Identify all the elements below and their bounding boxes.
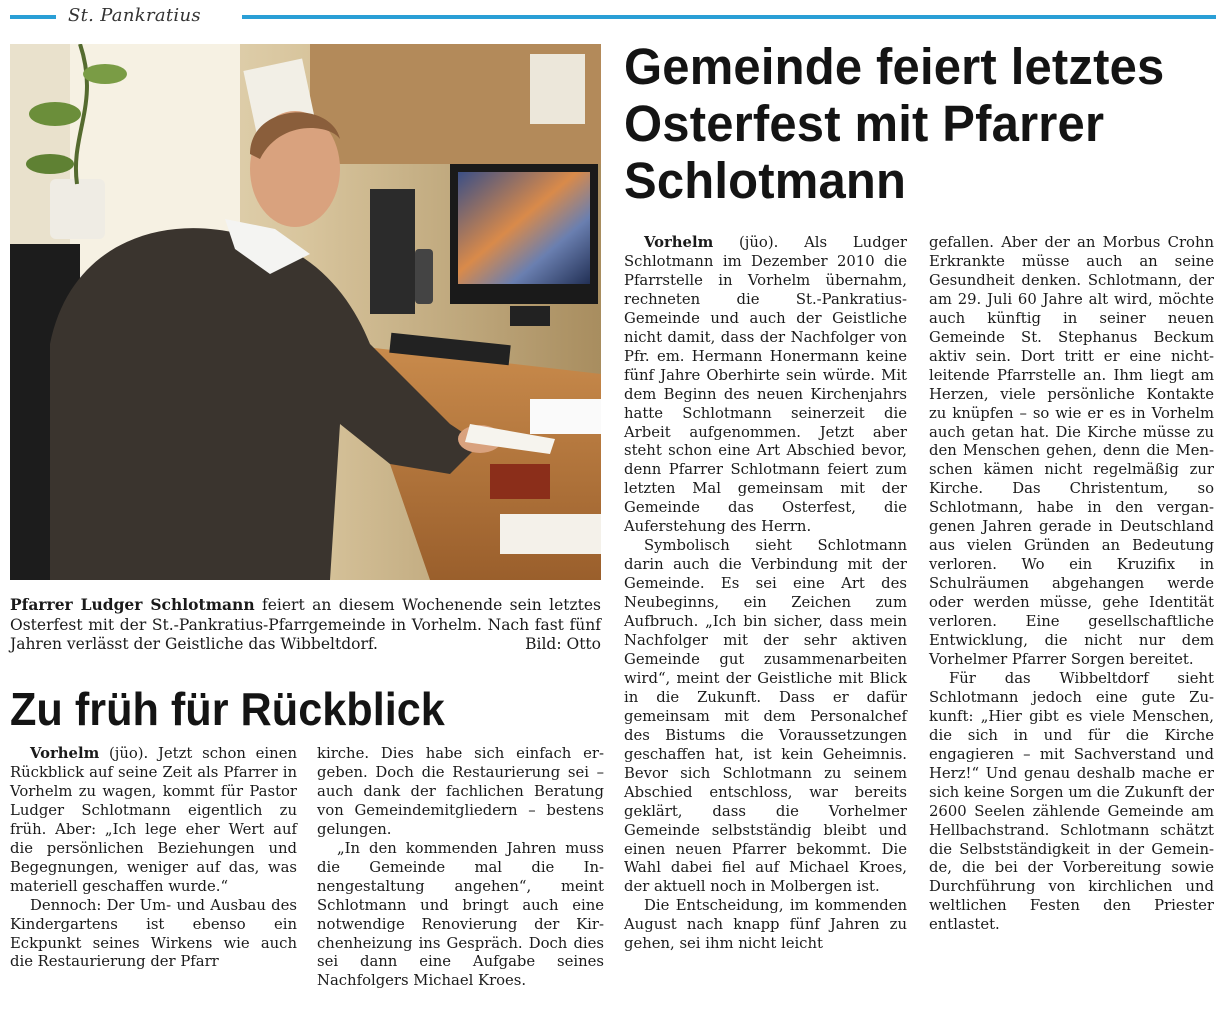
section-label: St. Pankratius (68, 5, 201, 26)
secondary-paragraph-4: „In den kommenden Jahren muss die Gemeinde mal die Innengestaltung angehen“, meint Schlotmann und bringt auch eine notwendige Renovierung der Kirchenheizung ins Gespräch. Doch dies sei dann eine Aufgabe seines Nachfolgers Michael Kroes. (317, 839, 604, 990)
photo-illustration (10, 44, 601, 580)
main-article-column-2 (929, 234, 1214, 935)
secondary-dateline: Vorhelm (30, 745, 100, 762)
main-paragraph-3: Die Entscheidung, im kommenden August nach knapp fünf Jahren zu gehen, sei ihm nicht leicht (624, 897, 907, 953)
secondary-paragraph-1 (10, 745, 297, 897)
main-paragraph-4: gefallen. Aber der an Morbus Crohn Erkrankte müsse auch an seine Gesundheit denken. Schlotmann, der am 29. Juli 60 Jahre alt wird, möchte auch künftig in seiner neuen Gemeinde St. Stephanus Beckum aktiv sein. Dort tritt er eine nicht-leitende Pfarrstelle an. Ihm liegt am Herzen, viele persönliche Kontakte zu knüpfen – so wie er es in Vorhelm auch getan hat. Die Kirche müsse zu den Menschen gehen, denn die Menschen kämen nicht regelmäßig zur Kirche. Das Christentum, so Schlotmann, habe in den vergangenen Jahren gerade in Deutschland aus vielen Gründen an Bedeutung verloren. Wo ein Kruzifix in Schulräumen abgehangen werde oder werden müsse, gehe Identität verloren. Eine gesellschaftliche Entwicklung, die nicht nur dem Vorhelmer Pfarrer Sorgen bereitet. (929, 234, 1214, 668)
photo-caption (10, 595, 601, 655)
secondary-paragraph-3: kirche. Dies habe sich einfach ergeben. Doch die Restaurierung sei – auch dank der fachlichen Beratung von Gemeindemitgliedern – bestens gelungen. (317, 745, 604, 838)
secondary-headline: Zu früh für Rückblick (10, 683, 445, 735)
section-rule-right (242, 15, 1216, 19)
main-paragraph-2: Symbolisch sieht Schlotmann darin auch die Verbindung mit der Gemeinde. Es sei eine Art des Neubeginns, ein Zeichen zum Aufbruch. „Ich bin sicher, dass mein Nachfolger mit der sehr aktiven Gemeinde gut zusammenarbeiten wird“, meint der Geistliche mit Blick in die Zukunft. Dass er dafür gemeinsam mit dem Personalchef des Bistums die Voraussetzungen geschaffen hat, ist kein Geheimnis. Bevor sich Schlotmann zu seinem Abschied entschloss, war bereits geklärt, dass die Vorhelmer Gemeinde selbstständig bleibt und einen neuen Pfarrer bekommt. Die Wahl dabei fiel auf Michael Kroes, der aktuell noch in Molbergen ist. (624, 537, 907, 896)
secondary-article-column-1 (10, 745, 297, 972)
main-headline: Gemeinde feiert letztes Osterfest mit Pfarrer Schlotmann (624, 38, 1165, 209)
main-article-column-1 (624, 234, 907, 954)
section-header (10, 4, 1216, 26)
main-paragraph-1 (624, 234, 907, 537)
main-paragraph-5: Für das Wibbeltdorf sieht Schlotmann jedoch eine gute Zukunft: „Hier gibt es viele Menschen, die sich in und für die Kirche engagieren – mit Sachverstand und Herz!“ Und genau deshalb mache er sich keine Sorgen um die Zukunft der 2600 Seelen zählende Gemeinde am Hellbachstrand. Schlotmann schätzt die Selbstständigkeit in der Gemeinde, die bei der Vorbereitung sowie Durchführung von kirchlichen und weltlichen Festen den Priester entlastet. (929, 669, 1214, 934)
main-paragraph-1-text: (jüo). Als Ludger Schlotmann im Dezember 2010 die Pfarrstelle in Vorhelm übernahm, rechneten die St.-Pankratius-Gemeinde und auch der Geistliche nicht damit, dass der Nachfolger von Pfr. em. Hermann Honermann keine fünf Jahre Oberhirte sein würde. Mit dem Beginn des neuen Kirchenjahrs hatte Schlotmann seinerzeit die Arbeit aufgenommen. Jetzt aber steht schon eine Art Abschied bevor, denn Pfarrer Schlotmann feiert zum letzten Mal gemeinsam mit der Gemeinde das Osterfest, die Auferstehung des Herrn. (624, 234, 907, 536)
photo-credit: Bild: Otto (525, 635, 601, 653)
caption-text: feiert an diesem Wochenende sein letztes Osterfest mit der St.-Pankratius-Pfarrgemeinde in Vorhelm. Nach fast fünf Jahren verlässt der Geistliche das Wibbeltdorf. (10, 596, 601, 653)
secondary-article-column-2 (317, 745, 604, 991)
main-dateline: Vorhelm (644, 234, 714, 251)
section-rule-left (10, 15, 56, 19)
caption-lead: Pfarrer Ludger Schlotmann (10, 595, 255, 614)
secondary-paragraph-1-text: (jüo). Jetzt schon einen Rückblick auf seine Zeit als Pfarrer in Vorhelm zu wagen, kommt für Pastor Ludger Schlotmann eigentlich zu früh. Aber: „Ich lege eher Wert auf die persönlichen Beziehungen und Begegnungen, weniger auf das, was materiell geschaffen wurde.“ (10, 745, 297, 895)
article-photo (10, 44, 601, 580)
secondary-paragraph-2: Dennoch: Der Um- und Ausbau des Kindergartens ist ebenso ein Eckpunkt seines Wirkens wie auch die Restaurierung der Pfarr (10, 896, 297, 971)
